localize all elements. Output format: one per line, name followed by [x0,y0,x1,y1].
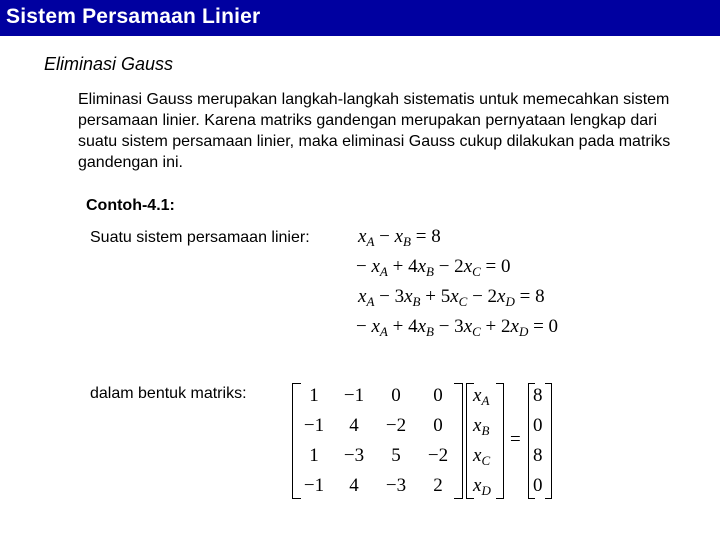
vector-cell: $x_A$ [473,385,490,408]
matrix-cell: −3 [343,445,365,466]
matrix-cell: 4 [349,415,359,436]
vector-right-bracket [496,383,504,499]
equals-sign: = [510,429,521,450]
equation-3: $x_A - 3x_B + 5x_C - 2x_D = 8$ [358,286,545,309]
constant-cell: 8 [533,385,543,406]
equation-1: $x_A - x_B = 8$ [358,226,441,249]
constant-right-bracket [545,383,552,499]
system-label: Suatu sistem persamaan linier: [90,229,310,246]
slide-title: Sistem Persamaan Linier [6,5,261,28]
vector-cell: $x_D$ [473,475,491,498]
matrix-cell: 1 [309,385,319,406]
matrix-cell: 0 [433,385,443,406]
equation-4: − $x_A + 4x_B - 3x_C + 2x_D = 0$ [356,316,559,339]
matrix-cell: 0 [433,415,443,436]
matrix-cell: 2 [433,475,443,496]
equation-2: − $x_A + 4x_B - 2x_C = 0$ [356,256,511,279]
matrix-label: dalam bentuk matriks: [90,385,247,402]
matrix-cell: −1 [303,415,325,436]
vector-cell: $x_B$ [473,415,490,438]
vector-cell: $x_C$ [473,445,491,468]
matrix-cell: −3 [385,475,407,496]
matrix-cell: −2 [427,445,449,466]
body-paragraph: Eliminasi Gauss merupakan langkah-langkah sistematis untuk memecahkan sistem persamaan linier. Karena matriks gandengan merupakan pernyataan lengkap dari suatu sistem persamaan linier, maka eliminasi Gauss cukup dilakukan pada matriks gandengan ini. [78,91,671,171]
matrix-cell: 5 [391,445,401,466]
title-bar [0,0,720,36]
matrix-cell: −1 [303,475,325,496]
matrix-cell: −2 [385,415,407,436]
constant-cell: 8 [533,445,543,466]
matrix-cell: 4 [349,475,359,496]
matrix-cell: 1 [309,445,319,466]
example-label: Contoh-4.1: [86,197,175,214]
section-subtitle: Eliminasi Gauss [44,54,174,74]
matrix-cell: 0 [391,385,401,406]
matrix-cell: −1 [343,385,365,406]
constant-cell: 0 [533,415,543,436]
constant-cell: 0 [533,475,543,496]
